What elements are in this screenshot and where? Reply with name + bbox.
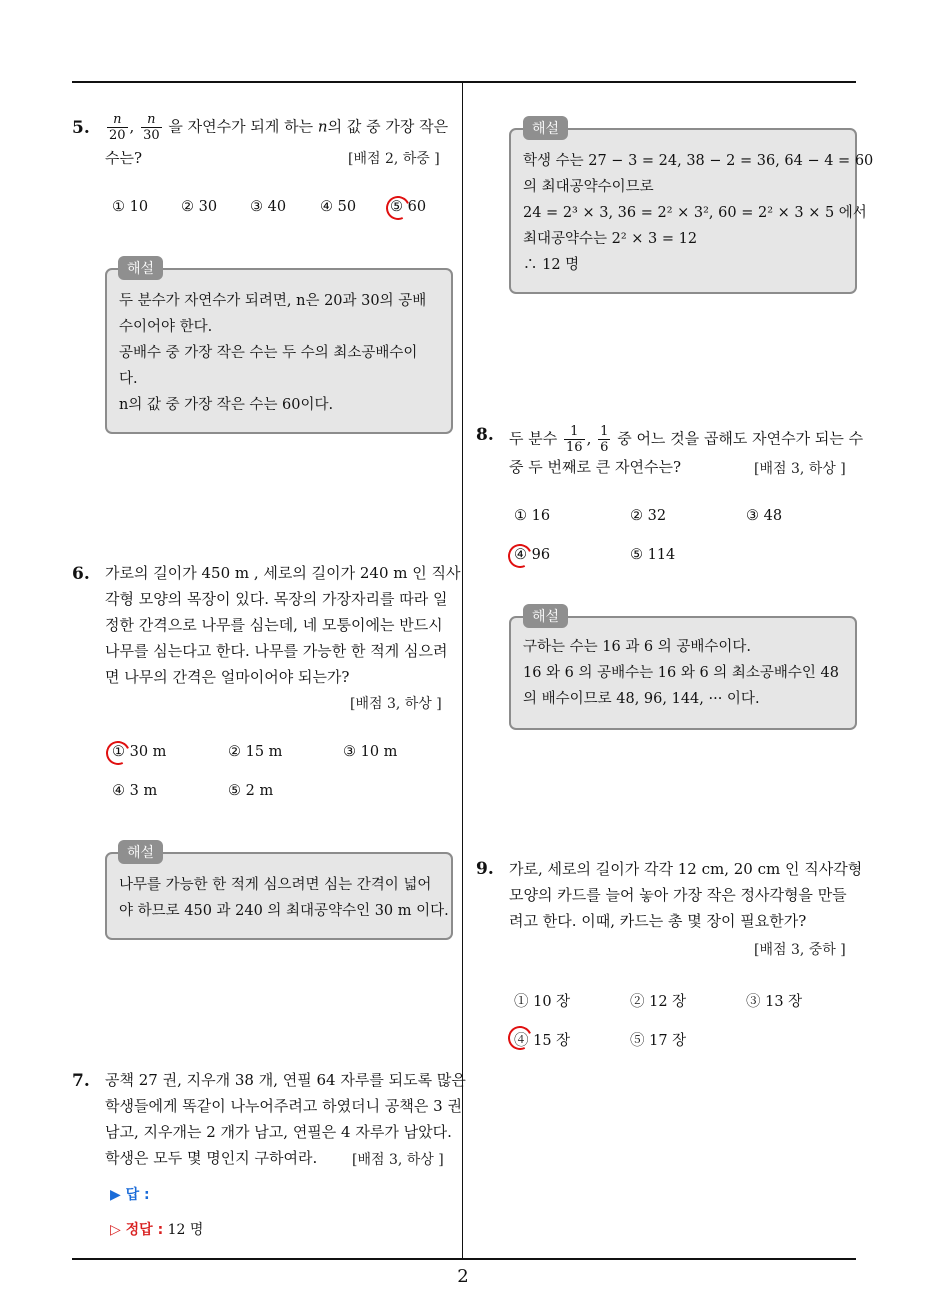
solution-box bbox=[509, 616, 857, 730]
question-number: 5. bbox=[72, 118, 90, 138]
solution-label: 해설 bbox=[118, 840, 163, 864]
choice-4[interactable]: ④ 15 장 bbox=[514, 1033, 571, 1049]
choice-2[interactable]: ② 12 장 bbox=[630, 994, 687, 1010]
top-rule bbox=[72, 81, 856, 83]
score-meta: [배점 2, 하중 ] bbox=[348, 151, 440, 167]
fraction-1-6: $\frac{1}{6}$ bbox=[600, 424, 609, 455]
choice-5[interactable]: ⑤ 114 bbox=[630, 547, 676, 563]
answer-mark-circle bbox=[383, 193, 414, 224]
question-stem: 가로의 길이가 450 m , 세로의 길이가 240 m 인 직사 각형 모양의 목장이 있다. 목장의 가장자리를 따라 일 정한 간격으로 나무를 심는데, 네 모퉁이에는 반드시 나무를 심는다고 한다. 나무를 가능한 한 적게 심으려 면 나무의 간격은 얼마이어야 되는가? bbox=[105, 564, 461, 686]
choice-2[interactable]: ② 15 m bbox=[228, 744, 283, 760]
choice-1[interactable]: ① 10 장 bbox=[514, 994, 571, 1010]
question-number: 6. bbox=[72, 564, 90, 584]
question-stem: 공책 27 권, 지우개 38 개, 연필 64 자루를 되도록 많은 학생들에게 똑같이 나누어주려고 하였더니 공책은 3 권 남고, 지우개는 2 개가 남고, 연필은 4 자루가 남았다. 학생은 모두 몇 명인지 구하여라. bbox=[105, 1071, 466, 1167]
answer-input-label[interactable]: ▶ 답 : bbox=[110, 1187, 150, 1203]
solution-label: 해설 bbox=[523, 604, 568, 628]
solution-text: 나무를 가능한 한 적게 심으려면 심는 간격이 넓어 야 하므로 450 과 240 의 최대공약수인 30 m 이다. bbox=[119, 877, 449, 919]
score-meta: [배점 3, 하상 ] bbox=[350, 696, 442, 712]
question-number: 7. bbox=[72, 1071, 90, 1091]
choice-5[interactable]: ⑤ 2 m bbox=[228, 783, 274, 799]
question-stem-cont: 중 두 번째로 큰 자연수는? bbox=[509, 458, 682, 476]
answer-mark-circle bbox=[505, 541, 536, 572]
solution-label: 해설 bbox=[118, 256, 163, 280]
question-stem: 가로, 세로의 길이가 각각 12 cm, 20 cm 인 직사각형 모양의 카드를 늘어 놓아 가장 작은 정사각형을 만들 려고 한다. 이때, 카드는 총 몇 장이 필요한가? bbox=[509, 860, 863, 930]
correct-answer bbox=[110, 1219, 203, 1239]
solution-label: 해설 bbox=[523, 116, 568, 140]
choice-1[interactable]: ① 16 bbox=[514, 508, 551, 524]
choice-1[interactable]: ① 10 bbox=[112, 199, 149, 215]
choice-4[interactable]: ④ 3 m bbox=[112, 783, 158, 799]
question-stem-cont: 수는? bbox=[105, 149, 143, 167]
solution-text: 학생 수는 27 − 3 = 24, 38 − 2 = 36, 64 − 4 = 60 의 최대공약수이므로 24 = 2³ × 3, 36 = 2² × 3², 60 = 2² × 3 × 5 에서 최대공약수는 2² × 3 = 12 ∴ 12 명 bbox=[523, 153, 874, 273]
score-meta: [배점 3, 하상 ] bbox=[352, 1152, 444, 1168]
question-stem: 두 분수 $\frac{1}{16}$ , $\frac{1}{6}$ 중 어느 것을 곱해도 자연수가 되는 수 bbox=[509, 424, 864, 455]
page-number: 2 bbox=[457, 1266, 469, 1287]
choice-3[interactable]: ③ 40 bbox=[250, 199, 287, 215]
bottom-rule bbox=[72, 1258, 856, 1260]
question-number: 9. bbox=[476, 859, 494, 879]
choice-2[interactable]: ② 32 bbox=[630, 508, 667, 524]
score-meta: [배점 3, 중하 ] bbox=[754, 942, 846, 958]
choice-3[interactable]: ③ 48 bbox=[746, 508, 783, 524]
choice-1[interactable]: ① 30 m bbox=[112, 744, 167, 760]
solution-text: 구하는 수는 16 과 6 의 공배수이다. 16 와 6 의 공배수는 16 와 6 의 최소공배수인 48 의 배수이므로 48, 96, 144, ··· 이다. bbox=[523, 639, 839, 707]
solution-box bbox=[105, 268, 453, 434]
question-number: 8. bbox=[476, 425, 494, 445]
question-stem: $\frac{n}{20}$ , $\frac{n}{30}$ 을 자연수가 되게 하는 n의 값 중 가장 작은 bbox=[109, 112, 449, 143]
solution-text: 두 분수가 자연수가 되려면, n은 20과 30의 공배 수이어야 한다. 공배수 중 가장 작은 수는 두 수의 최소공배수이 다. n의 값 중 가장 작은 수는 60이다. bbox=[119, 293, 427, 413]
answer-mark-circle bbox=[103, 738, 134, 769]
fraction-n-20: $\frac{n}{20}$ bbox=[109, 112, 126, 143]
fraction-1-16: $\frac{1}{16}$ bbox=[566, 424, 583, 455]
fraction-n-30: $\frac{n}{30}$ bbox=[143, 112, 160, 143]
choice-4[interactable]: ④ 96 bbox=[514, 547, 551, 563]
choice-5[interactable]: ⑤ 60 bbox=[390, 199, 427, 215]
solution-box bbox=[509, 128, 874, 294]
choice-4[interactable]: ④ 50 bbox=[320, 199, 357, 215]
correct-answer-value: 12 명 bbox=[167, 1222, 204, 1238]
choice-5[interactable]: ⑤ 17 장 bbox=[630, 1033, 687, 1049]
correct-answer-label: ▷ 정답 : bbox=[110, 1222, 164, 1238]
choice-2[interactable]: ② 30 bbox=[181, 199, 218, 215]
choice-3[interactable]: ③ 10 m bbox=[343, 744, 398, 760]
choice-3[interactable]: ③ 13 장 bbox=[746, 994, 803, 1010]
solution-box bbox=[105, 852, 453, 940]
score-meta: [배점 3, 하상 ] bbox=[754, 461, 846, 477]
